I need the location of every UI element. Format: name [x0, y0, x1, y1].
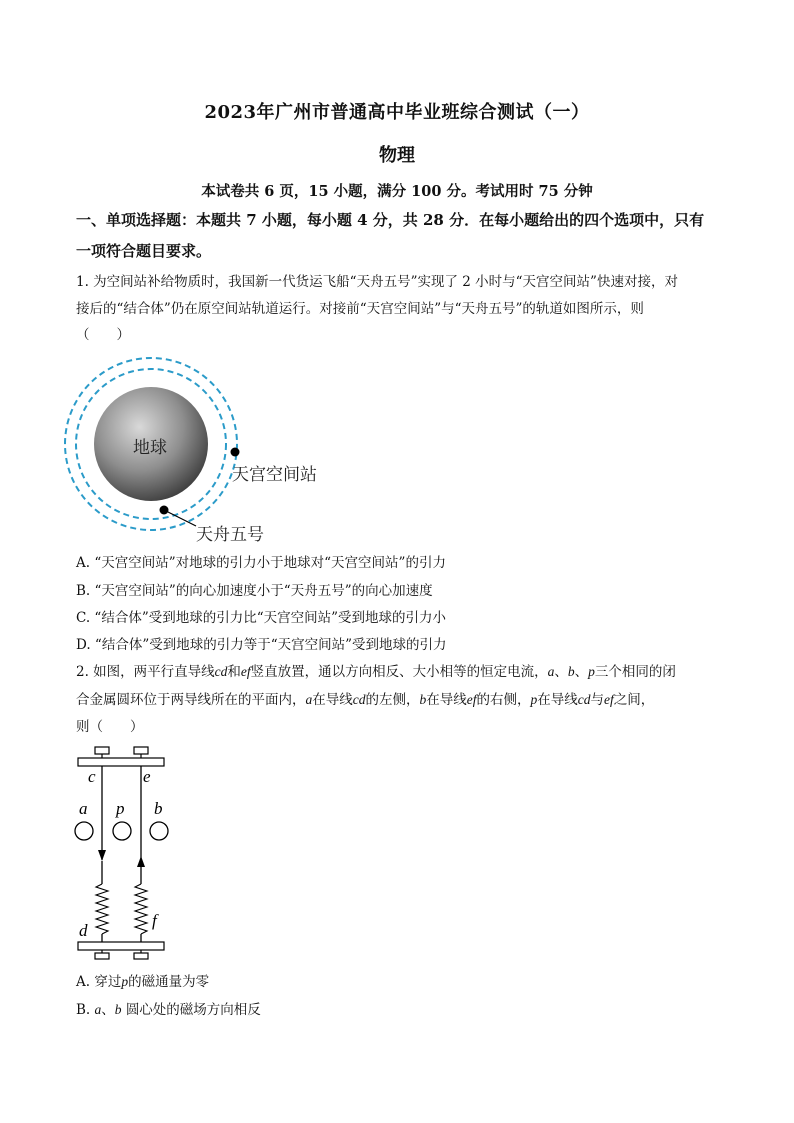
ship-pointer	[164, 510, 196, 526]
label-c: c	[88, 767, 96, 786]
section-heading-line1: 一、单项选择题：本题共 7 小题，每小题 4 分，共 28 分．在每小题给出的四个选项中，只有	[76, 211, 705, 229]
q1-text-line1: 1. 为空间站补给物质时，我国新一代货运飞船“天舟五号”实现了 2 小时与“天宫空间站”快速对接，对	[76, 274, 678, 290]
ship-label: 天舟五号	[196, 525, 264, 544]
q2-option-b: B. a、b 圆心处的磁场方向相反	[76, 1002, 261, 1018]
q2-text-line2: 合金属圆环位于两导线所在的平面内，a在导线cd的左侧，b在导线ef的右侧，p在导线cd与ef之间，	[76, 692, 655, 708]
label-d: d	[79, 921, 88, 940]
wire-figure	[70, 742, 175, 962]
ring-b	[150, 822, 168, 840]
q1-option-a: A. “天宫空间站”对地球的引力小于地球对“天宫空间站”的引力	[76, 555, 446, 571]
q2-option-a: A. 穿过p的磁通量为零	[76, 974, 210, 990]
top-bar	[78, 758, 164, 766]
q1-text-line3: （ ）	[76, 327, 130, 343]
bottom-bar	[78, 942, 164, 950]
spring-d	[96, 884, 108, 934]
q1-text-line2: 接后的“结合体”仍在原空间站轨道运行。对接前“天宫空间站”与“天舟五号”的轨道如图所示，则	[76, 301, 644, 317]
q2-text-line3: 则（ ）	[76, 719, 144, 735]
station-label: 天宫空间站	[232, 465, 317, 484]
q1-option-c: C. “结合体”受到地球的引力比“天宫空间站”受到地球的引力小	[76, 610, 447, 626]
ring-p	[113, 822, 131, 840]
page-title: 2023年广州市普通高中毕业班综合测试（一）	[204, 102, 590, 123]
subject-title: 物理	[379, 145, 415, 166]
label-p: p	[116, 799, 125, 818]
q2-text-line1: 2. 如图，两平行直导线cd和ef竖直放置，通以方向相反、大小相等的恒定电流，a、b、p三个相同的闭	[76, 664, 676, 680]
spring-f	[135, 884, 147, 934]
arrow-down	[98, 850, 106, 861]
label-e: e	[143, 767, 151, 786]
q1-option-d: D. “结合体”受到地球的引力等于“天宫空间站”受到地球的引力	[76, 637, 447, 653]
station-dot	[231, 448, 240, 457]
ring-a	[75, 822, 93, 840]
arrow-up	[137, 856, 145, 867]
exam-info: 本试卷共 6 页，15 小题，满分 100 分。考试用时 75 分钟	[201, 183, 593, 200]
label-b: b	[154, 799, 163, 818]
label-f: f	[152, 911, 157, 930]
q1-option-b: B. “天宫空间站”的向心加速度小于“天舟五号”的向心加速度	[76, 583, 433, 599]
earth-label: 地球	[133, 438, 167, 457]
section-heading-line2: 一项符合题目要求。	[76, 242, 212, 260]
label-a: a	[79, 799, 88, 818]
